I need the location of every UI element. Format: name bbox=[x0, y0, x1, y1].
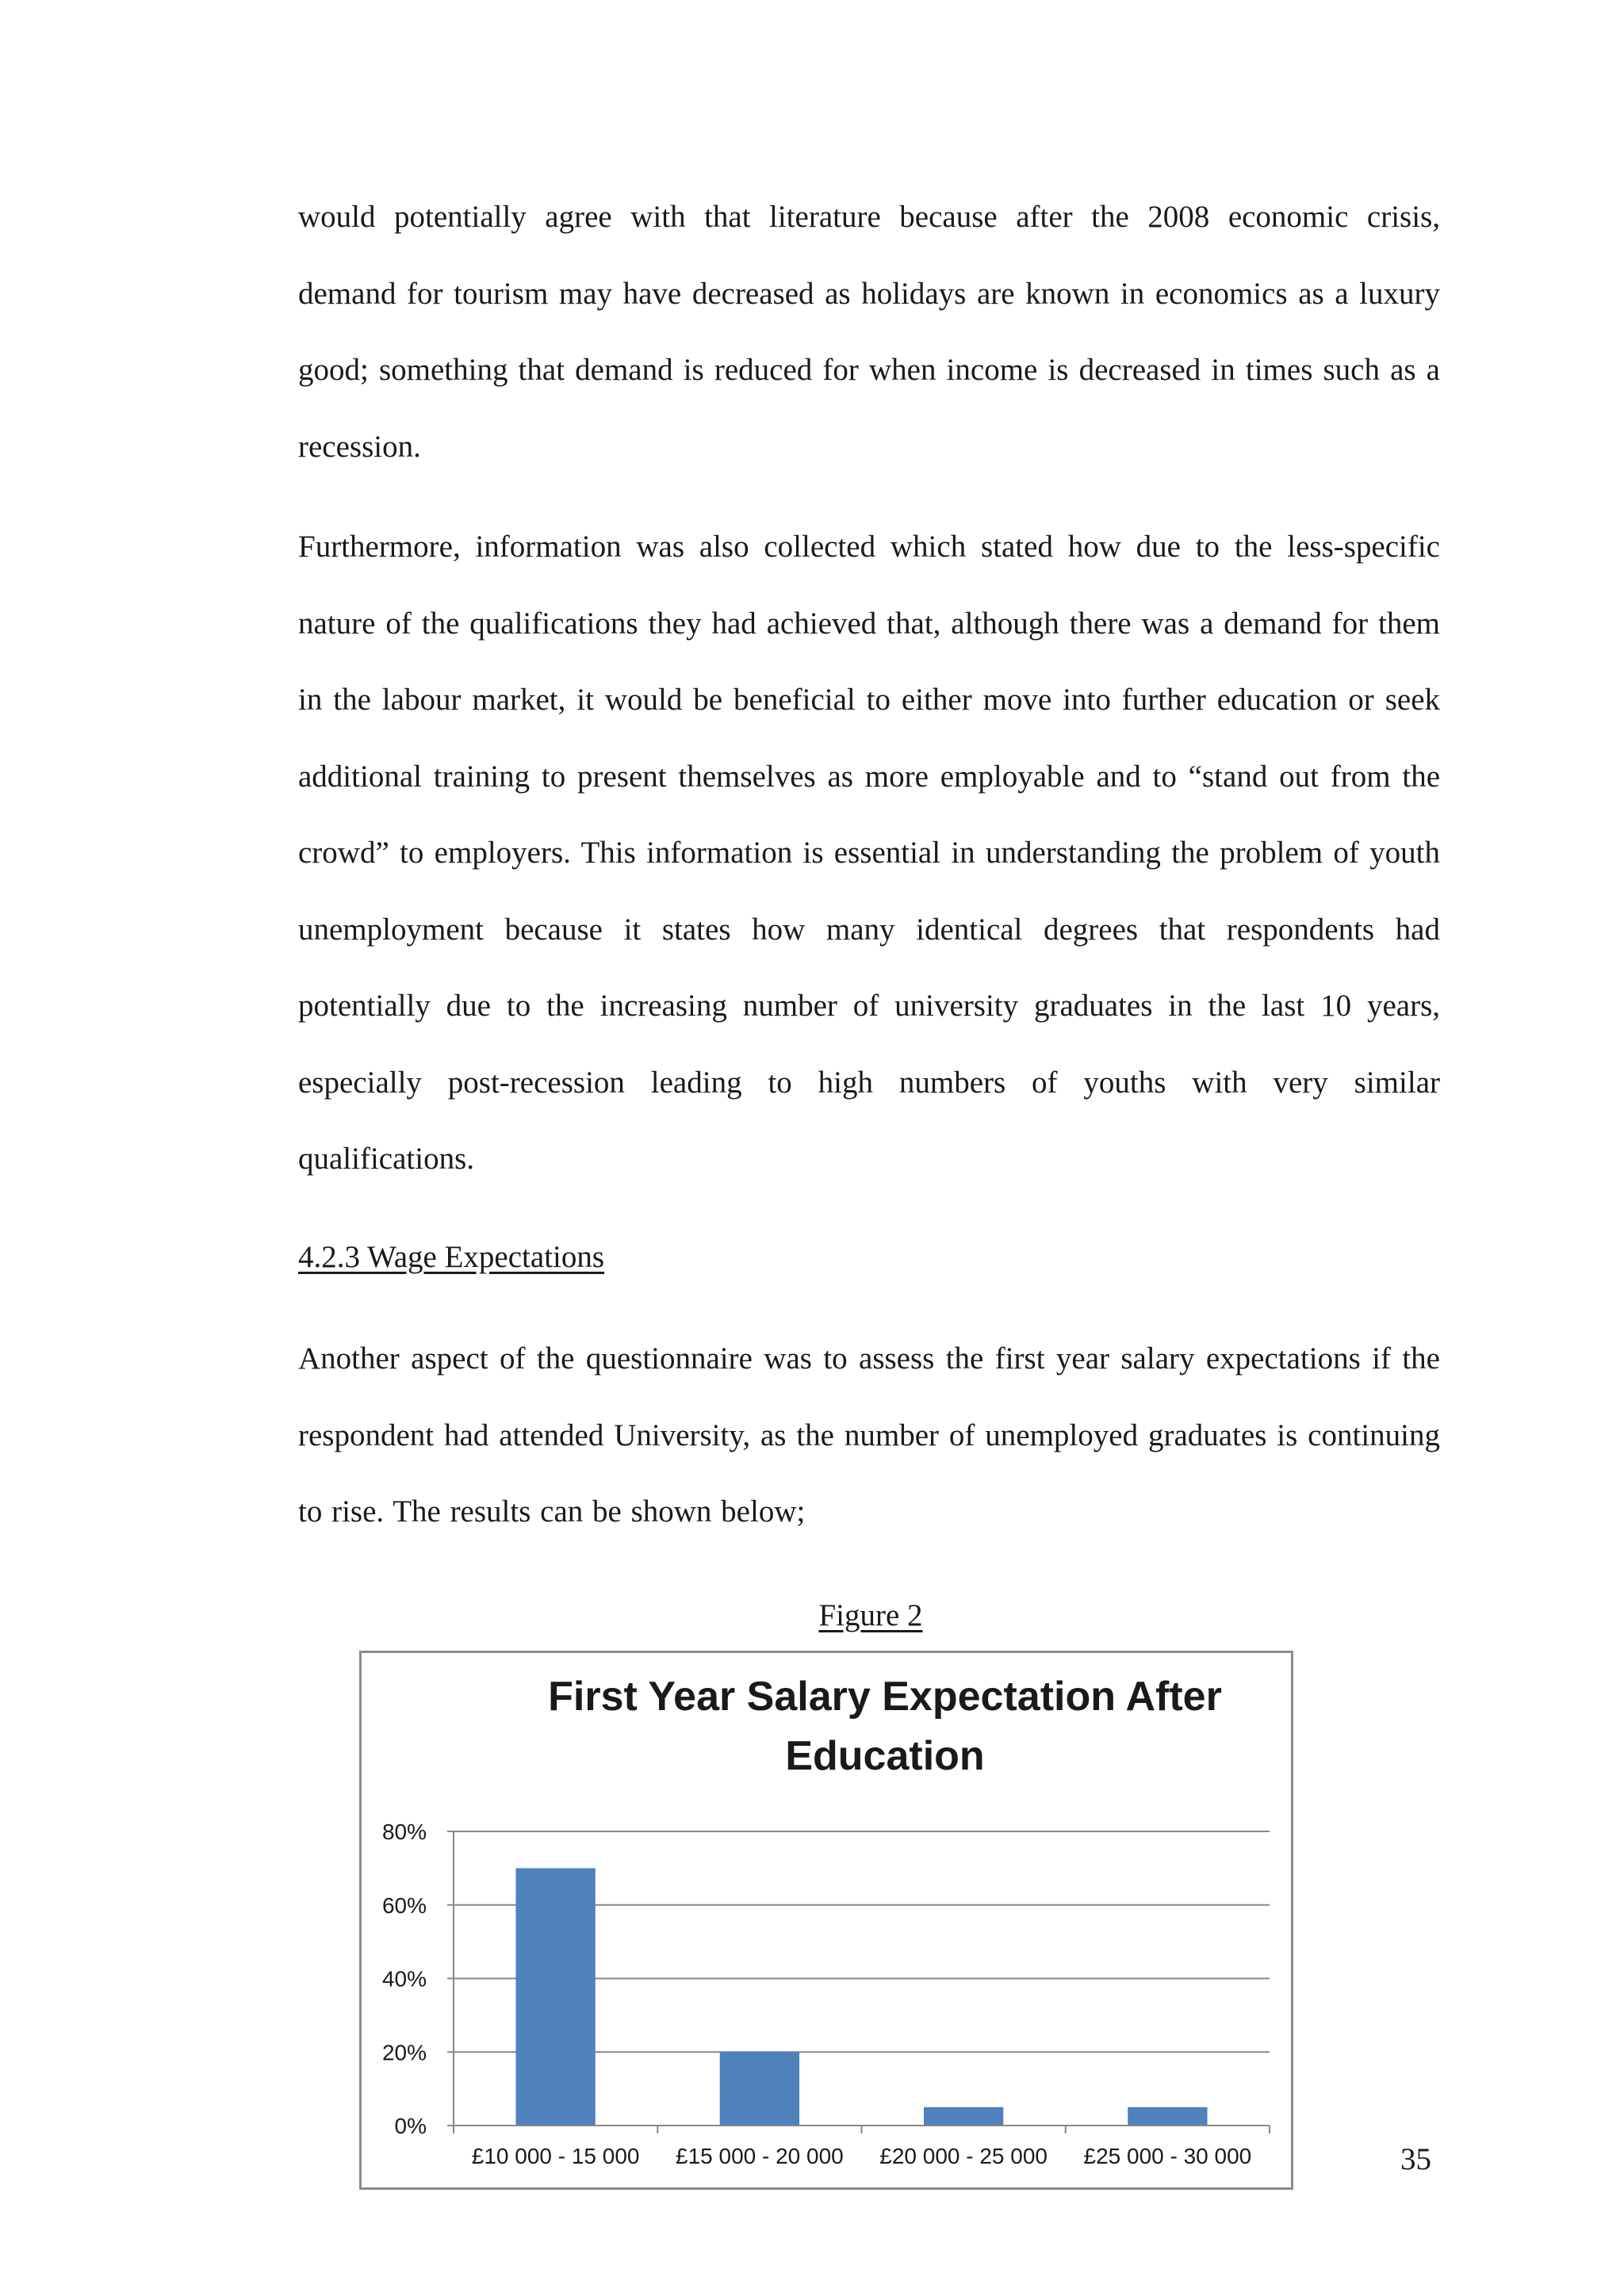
y-tick-label: 60% bbox=[381, 1892, 427, 1918]
y-tick-label: 20% bbox=[381, 2040, 427, 2065]
section-heading: 4.2.3 Wage Expectations bbox=[298, 1240, 605, 1274]
y-tick-label: 40% bbox=[381, 1966, 427, 1992]
x-tick-label: £15 000 - 20 000 bbox=[676, 2144, 844, 2168]
paragraph-qualifications: Furthermore, information was also collected which stated how due to the less-specific nature of the qualifications they had achieved that, although there was a demand for them in the labour market, it would be beneficial to either move into further education or seek additional training to present themselves as more employable and to “stand out from the crowd” to employers. This information is essential in understanding the problem of youth unemployment because it states how many identical degrees that respondents had potentially due to the increasing number of university graduates in the last 10 years, especially post-recession leading to high numbers of youths with very similar qualifications. bbox=[298, 530, 1440, 1176]
chart-title-line-1: First Year Salary Expectation After bbox=[548, 1674, 1222, 1720]
chart-bars bbox=[515, 1868, 1207, 2126]
x-tick-label: £25 000 - 30 000 bbox=[1083, 2144, 1252, 2168]
chart-canvas bbox=[362, 1653, 1291, 2187]
paragraph-wage-expectations: Another aspect of the questionnaire was to assess the first year salary expectations if the respondent had attended University, as the number of unemployed graduates is continuing to rise. The results can be shown below; bbox=[298, 1341, 1440, 1529]
x-tick-label: £10 000 - 15 000 bbox=[471, 2144, 640, 2168]
paragraph-tourism-demand: would potentially agree with that literature because after the 2008 economic crisis, demand for tourism may have decreased as holidays are known in economics as a luxury good; something that demand is reduced for when income is decreased in times such as a recession. bbox=[298, 200, 1440, 464]
bar bbox=[1128, 2107, 1207, 2126]
x-tick-label: £20 000 - 25 000 bbox=[879, 2144, 1048, 2168]
bar bbox=[924, 2107, 1003, 2126]
chart-title-line-2: Education bbox=[785, 1733, 985, 1779]
chart-labels bbox=[382, 1820, 1251, 2168]
figure-caption: Figure 2 bbox=[818, 1598, 923, 1632]
page-number: 35 bbox=[1400, 2142, 1431, 2176]
y-tick-label: 80% bbox=[381, 1820, 427, 1844]
y-tick-label: 0% bbox=[394, 2114, 427, 2138]
bar bbox=[515, 1868, 595, 2126]
bar bbox=[720, 2052, 799, 2126]
salary-expectation-chart bbox=[359, 1651, 1293, 2190]
